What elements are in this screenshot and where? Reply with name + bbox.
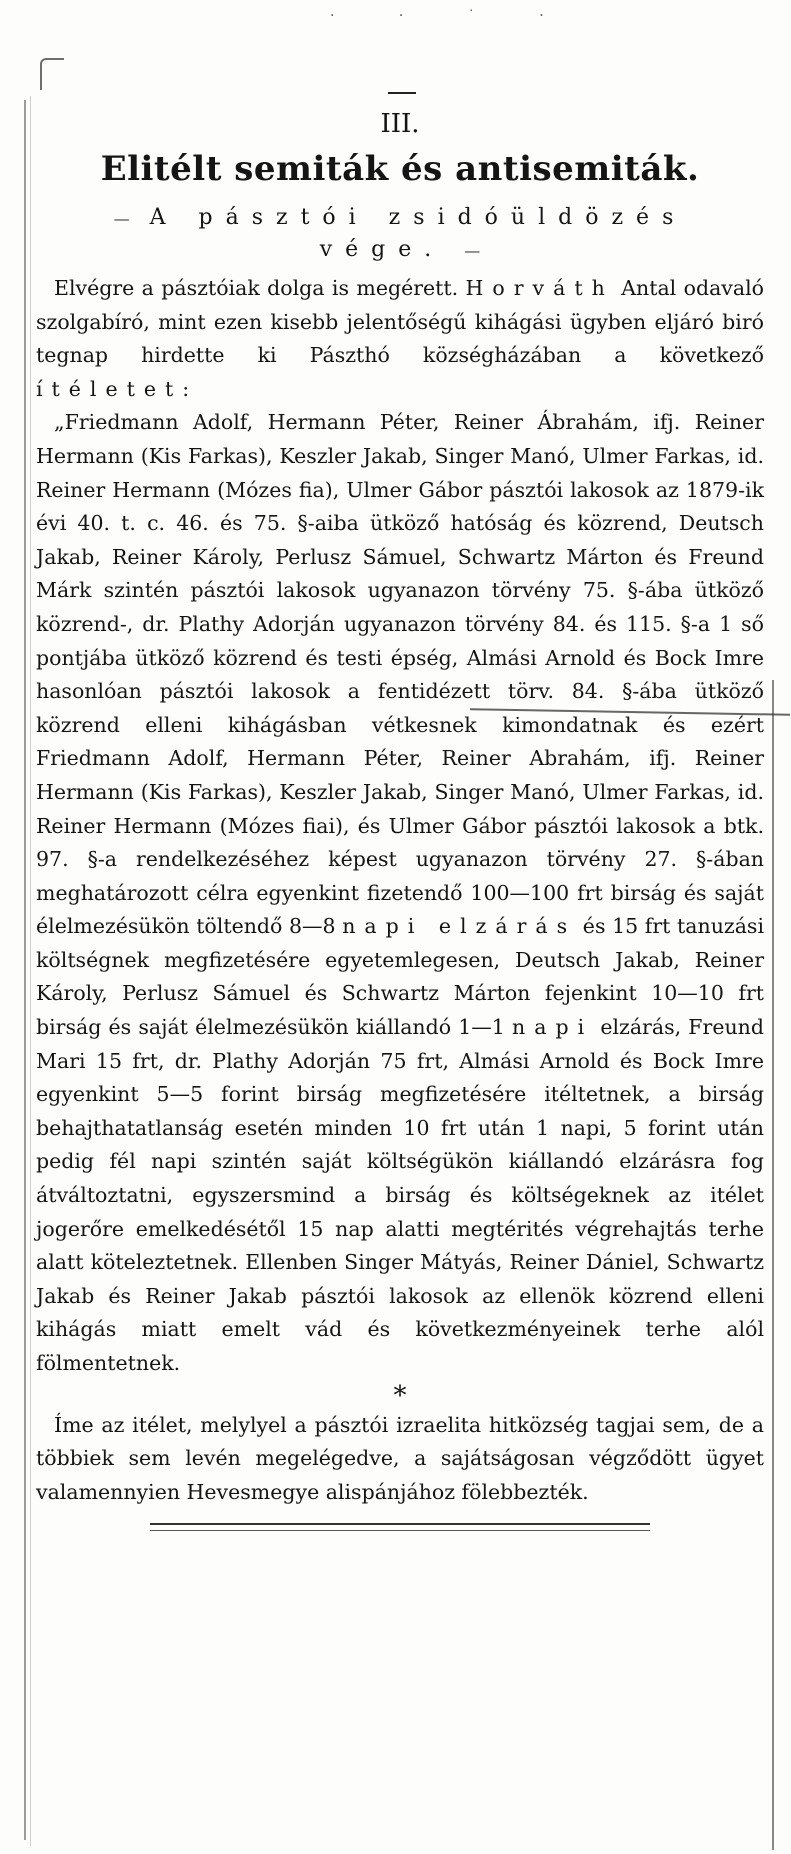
paragraph-verdict-text-b: és 15 frt tanuzási költségnek megfizetésére egyetemlegesen, Deutsch Jakab, Reiner Károly, Perlusz Sámuel és Schwartz Márton fejenkint 10—10 frt birság és saját élelmezésükön kiállandó 1—1 <box>36 914 764 1040</box>
spaced-word-iteletet: ítéletet: <box>36 376 199 401</box>
spaced-napi-elzaras: napi elzárás <box>342 914 577 939</box>
section-number: III. <box>380 109 420 139</box>
subhead-dash-right: — <box>464 241 481 260</box>
paragraph-verdict-text-a: „Friedmann Adolf, Hermann Péter, Reiner Ábrahám, ifj. Reiner Hermann (Kis Farkas), Keszler Jakab, Singer Manó, Ulmer Farkas, id. Reiner Hermann (Mózes fia), Ulmer Gábor pásztói lakosok az 1879-ik évi 40. t. c. 46. és 75. §-aiba ütköző hatóság és közrend, Deutsch Jakab, Reiner Károly, Perlusz Sámuel, Schwartz Márton és Freund Márk szintén pásztói lakosok ugyanazon törvény 75. §-ába ütköző közrend-, dr. Plathy Adorján ugyanazon törvény 84. és 115. §-a 1 ső pontjába ütköző közrend és testi épség, Almási Arnold és Bock Imre hasonlóan pásztói lakosok a fentidézett törv. 84. §-ába ütköző közrend elleni kihágásban vétkesnek kimondatnak és ezért Friedmann Adolf, Hermann Péter, Reiner Abrahám, ifj. Reiner Hermann (Kis Farkas), Keszler Jakab, Singer Manó, Ulmer Farkas, id. Reiner Hermann (Mózes fiai), és Ulmer Gábor pásztói lakosok a btk. 97. §-a rendelkezéséhez képest ugyanazon törvény 27. §-ában meghatározott célra egyenkint fizetendő 100—100 frt birság és saját élelmezésükön töltendő 8—8 <box>36 410 764 939</box>
paragraph-intro-text-a: Elvégre a pásztóiak dolga is megérett. <box>54 276 466 300</box>
paragraph-appeal: Íme az itélet, melylyel a pásztói izraelita hitközség tagjai sem, de a többiek sem levén megelégedve, a sajátságosan végződött ügyet valamennyien Hevesmegye alispánjához fölebbezték. <box>36 1412 764 1504</box>
spaced-napi: napi <box>512 1015 594 1040</box>
article-subhead <box>36 202 764 266</box>
left-column-rule <box>24 100 26 1840</box>
subhead-text: A pásztói zsidóüldözés vége. <box>149 205 687 262</box>
subhead-dash-left: — <box>113 209 130 228</box>
spaced-name-horvath: Horváth <box>465 276 614 300</box>
left-column-rule-inner <box>30 96 31 1846</box>
scan-speckles: · · ˙ · <box>330 8 574 24</box>
paragraph-verdict-text-c: elzárás, Freund Mari 15 frt, dr. Plathy Adorján 75 frt, Almási Arnold és Bock Imre egyenkint 5—5 forint birság megfizetésére itéltetnek, a birság behajthatatlanság esetén minden 10 frt után 1 napi, 5 forint után pedig fél napi szintén saját költségükön kiállandó elzárásra fog átváltoztatni, egyszersmind a birság és költségeknek az itélet jogerőre emelkedésétől 15 nap alatti megtérités végrehajtás terhe alatt köteleztetnek. Ellenben Singer Mátyás, Reiner Dániel, Schwartz Jakab és Reiner Jakab pásztói lakosok az ellenök közrend elleni kihágás miatt emelt vád és következményeinek terhe alól fölmentetnek. <box>36 1015 764 1375</box>
paragraph-intro <box>36 272 764 406</box>
paragraph-intro-text-b: Antal odavaló szolgabíró, mint ezen kisebb jelentőségű kihágási ügyben eljáró biró tegnap hirdette ki Pászthó községházában a következő <box>36 276 764 368</box>
column-corner-mark <box>40 58 64 90</box>
article-column <box>36 106 764 1531</box>
right-column-rule <box>772 680 774 1850</box>
section-asterisk: * <box>393 1380 407 1411</box>
paragraph-verdict <box>36 406 764 1380</box>
section-top-rule <box>388 92 416 94</box>
article-end-rule <box>150 1523 650 1531</box>
article-headline: Elitélt semiták és antisemiták. <box>100 149 700 189</box>
